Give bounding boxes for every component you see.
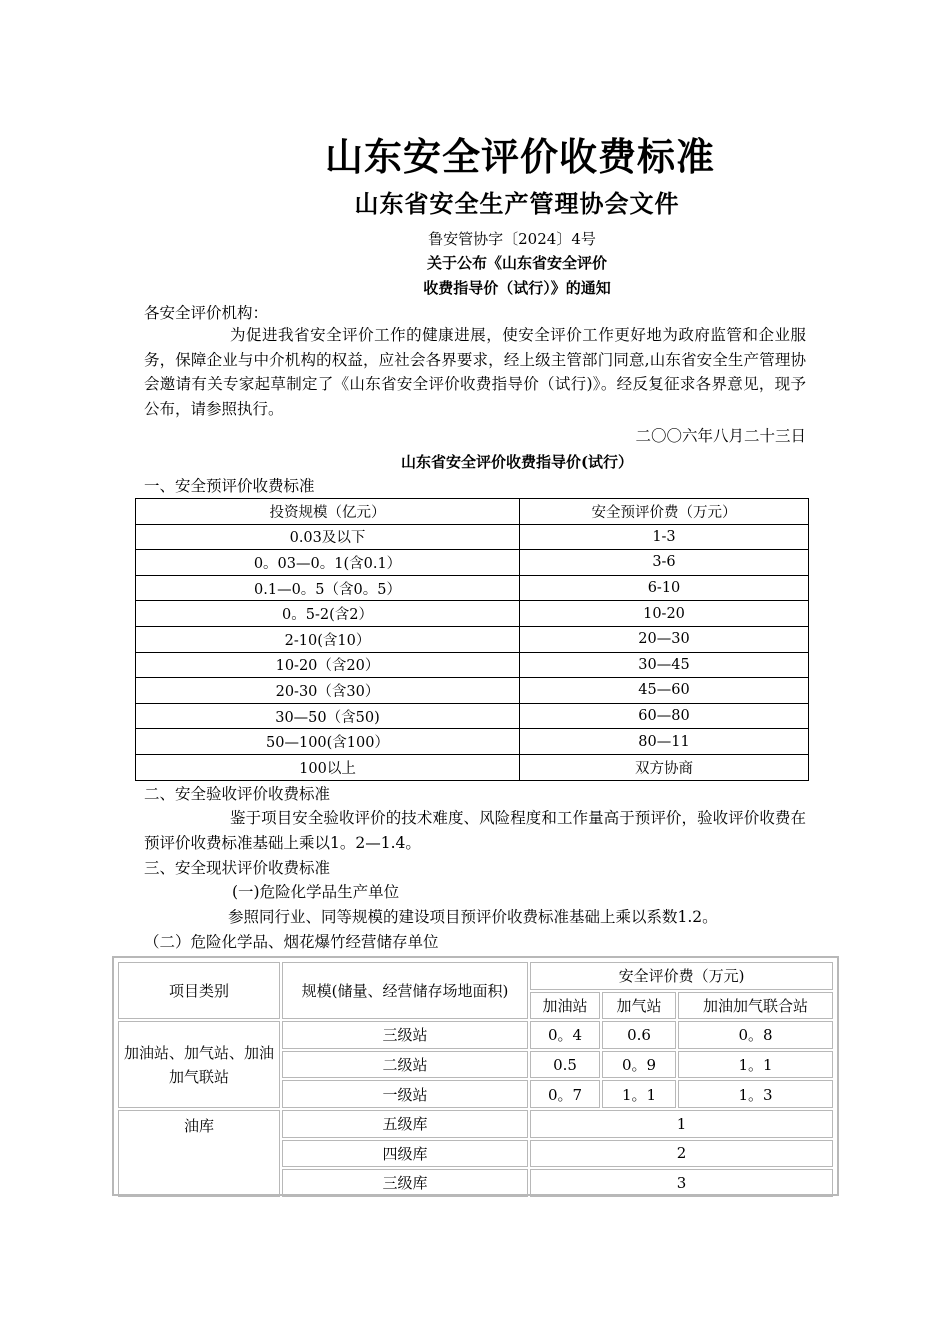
investment-cell: 0。03—0。1(含0.1） xyxy=(136,550,520,576)
investment-cell: 30—50（含50) xyxy=(136,703,520,729)
scale-cell: 二级站 xyxy=(282,1051,528,1079)
investment-cell: 0。5-2(含2） xyxy=(136,601,520,627)
document-subtitle: 山东省安全生产管理协会文件 xyxy=(354,189,680,218)
investment-cell: 20-30（含30） xyxy=(136,678,520,704)
scale-cell: 五级库 xyxy=(282,1110,528,1138)
table-row xyxy=(136,678,809,704)
table-row xyxy=(136,550,809,576)
table-row xyxy=(136,729,809,755)
investment-cell: 100以上 xyxy=(136,754,520,780)
fee-cell: 1。1 xyxy=(602,1080,676,1108)
category-cell-oil-depot: 油库 xyxy=(118,1110,280,1197)
fee-cell: 3 xyxy=(530,1169,833,1197)
fee-cell: 10-20 xyxy=(520,601,809,627)
storage-unit-fee-table-frame xyxy=(112,956,839,1196)
scale-cell: 四级库 xyxy=(282,1140,528,1168)
notice-title-line2: 收费指导价（试行）》的通知 xyxy=(423,279,611,297)
scale-cell: 一级站 xyxy=(282,1080,528,1108)
letter-body: 为促进我省安全评价工作的健康进展，使安全评价工作更好地为政府监管和企业服务，保障企业与中介机构的权益，应社会各界要求，经上级主管部门同意,山东省安全生产管理协会邀请有关专家起草制定了《山东省安全评价收费指导价（试行)》。经反复征求各界意见，现予公布，请参照执行。 xyxy=(144,326,806,418)
investment-cell: 10-20（含20） xyxy=(136,652,520,678)
table-row xyxy=(136,703,809,729)
investment-cell: 0.03及以下 xyxy=(136,524,520,550)
fee-cell: 2 xyxy=(530,1140,833,1168)
section3-sub1-body: 参照同行业、同等规模的建设项目预评价收费标准基础上乘以系数1.2。 xyxy=(228,908,718,926)
fee-cell: 0。9 xyxy=(602,1051,676,1079)
fee-cell: 45—60 xyxy=(520,678,809,704)
fee-cell: 1-3 xyxy=(520,524,809,550)
investment-cell: 50—100(含100） xyxy=(136,729,520,755)
storage-unit-fee-table xyxy=(116,960,835,1199)
fee-cell: 0.6 xyxy=(602,1021,676,1049)
table-row xyxy=(136,626,809,652)
table-row xyxy=(118,1021,833,1049)
category-cell-stations: 加油站、加气站、加油加气联站 xyxy=(118,1021,280,1108)
fee-cell: 20—30 xyxy=(520,626,809,652)
section1-heading: 一、安全预评价收费标准 xyxy=(144,477,315,495)
fee-cell: 双方协商 xyxy=(520,754,809,780)
pre-evaluation-fee-table xyxy=(135,498,809,781)
document-number: 鲁安管协字〔2024〕4号 xyxy=(428,230,596,248)
document-title: 山东安全评价收费标准 xyxy=(324,134,715,179)
fee-cell: 1 xyxy=(530,1110,833,1138)
fee-cell: 6-10 xyxy=(520,575,809,601)
table-row xyxy=(136,575,809,601)
section3-sub2-heading: （二）危险化学品、烟花爆竹经营储存单位 xyxy=(144,933,439,951)
table-row xyxy=(136,601,809,627)
fee-cell: 80—11 xyxy=(520,729,809,755)
notice-title-line1: 关于公布《山东省安全评价 xyxy=(426,254,607,272)
table-header-row xyxy=(118,962,833,990)
table-header-row xyxy=(136,499,809,525)
column-header-fee: 安全预评价费（万元） xyxy=(520,499,809,525)
salutation: 各安全评价机构： xyxy=(144,304,269,322)
table-row xyxy=(136,524,809,550)
section3-heading: 三、安全现状评价收费标准 xyxy=(144,859,331,877)
section2-body: 鉴于项目安全验收评价的技术难度、风险程度和工作量高于预评价，验收评价收费在预评价收费标准基础上乘以1。2—1.4。 xyxy=(144,809,806,852)
scale-cell: 三级站 xyxy=(282,1021,528,1049)
section3-sub1-heading: (一)危险化学品生产单位 xyxy=(232,883,400,901)
table-row xyxy=(118,1110,833,1138)
subcolumn-header-combined-station: 加油加气联合站 xyxy=(678,992,833,1020)
fee-cell: 0。4 xyxy=(530,1021,600,1049)
guide-title: 山东省安全评价收费指导价(试行） xyxy=(400,453,634,471)
column-header-fee-group: 安全评价费（万元) xyxy=(530,962,833,990)
fee-cell: 1。1 xyxy=(678,1051,833,1079)
section2-heading: 二、安全验收评价收费标准 xyxy=(144,785,331,803)
investment-cell: 2-10(含10） xyxy=(136,626,520,652)
fee-cell: 0。8 xyxy=(678,1021,833,1049)
investment-cell: 0.1—0。5（含0。5） xyxy=(136,575,520,601)
fee-cell: 3-6 xyxy=(520,550,809,576)
fee-cell: 30—45 xyxy=(520,652,809,678)
table-row xyxy=(136,652,809,678)
subcolumn-header-gas-filling-station: 加气站 xyxy=(602,992,676,1020)
subcolumn-header-gas-station: 加油站 xyxy=(530,992,600,1020)
column-header-category: 项目类别 xyxy=(118,962,280,1019)
fee-cell: 0。7 xyxy=(530,1080,600,1108)
column-header-scale: 规模(储量、经营储存场地面积) xyxy=(282,962,528,1019)
scale-cell: 三级库 xyxy=(282,1169,528,1197)
fee-cell: 60—80 xyxy=(520,703,809,729)
letter-date: 二〇〇六年八月二十三日 xyxy=(635,427,806,445)
column-header-investment: 投资规模（亿元） xyxy=(136,499,520,525)
table-row xyxy=(136,754,809,780)
fee-cell: 1。3 xyxy=(678,1080,833,1108)
fee-cell: 0.5 xyxy=(530,1051,600,1079)
